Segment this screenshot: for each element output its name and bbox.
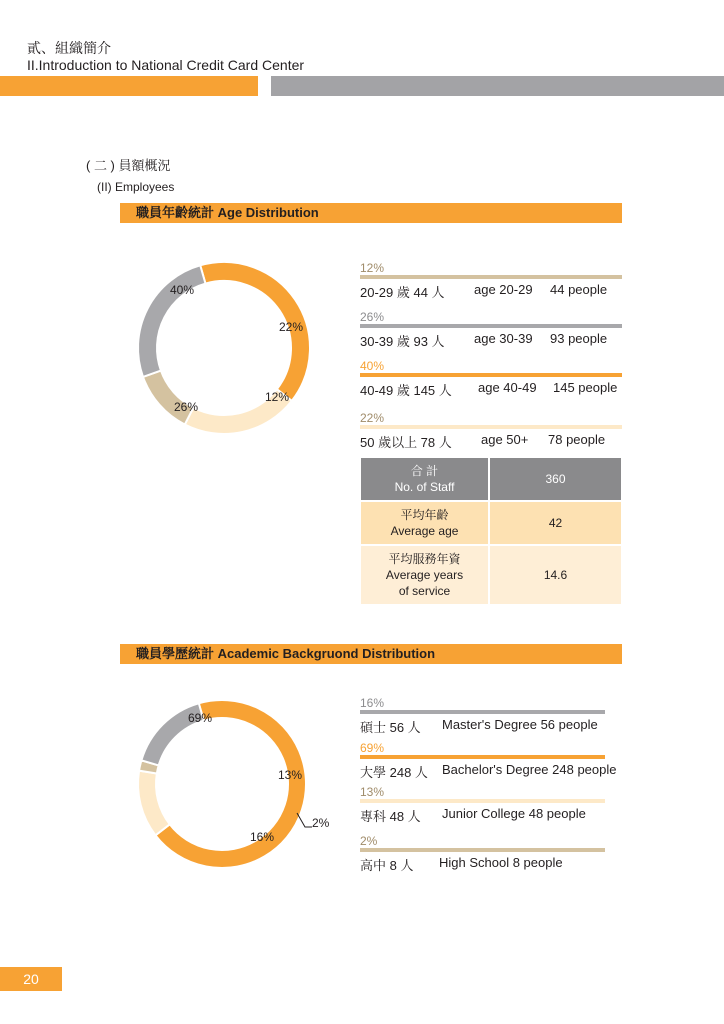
legend-percent: 69% bbox=[360, 741, 385, 755]
legend-text-en: Bachelor's Degree 248 people bbox=[442, 762, 617, 777]
legend-text-zh: 專科 48 人 bbox=[360, 809, 421, 824]
age-section-bar: 職員年齡統計 Age Distribution bbox=[120, 203, 622, 223]
legend-percent: 22% bbox=[360, 411, 385, 425]
legend-text bbox=[360, 762, 617, 781]
academic-slice-label: 2% bbox=[312, 816, 330, 830]
donut-slice-20-29 bbox=[143, 371, 193, 425]
legend-text-en: age 50+ bbox=[481, 432, 529, 447]
age-legend-item bbox=[360, 411, 622, 451]
legend-text-en: Master's Degree 56 people bbox=[442, 717, 598, 732]
legend-text-en: age 20-29 bbox=[474, 282, 533, 297]
legend-text-zh: 40-49 歲 145 人 bbox=[360, 383, 452, 398]
legend-count-en: 44 people bbox=[550, 282, 608, 297]
legend-percent: 12% bbox=[360, 261, 385, 275]
header-bar-grey bbox=[271, 76, 724, 96]
table-row bbox=[360, 501, 622, 545]
table-row bbox=[360, 545, 622, 605]
leader-line bbox=[296, 812, 312, 830]
average-age-value: 42 bbox=[489, 501, 622, 545]
legend-text-zh: 30-39 歲 93 人 bbox=[360, 334, 445, 349]
chapter-title-en: II.Introduction to National Credit Card Center bbox=[27, 57, 305, 73]
legend-text bbox=[360, 282, 622, 301]
legend-text-zh: 碩士 56 人 bbox=[360, 720, 421, 735]
staff-value: 360 bbox=[489, 457, 622, 501]
age-donut-chart bbox=[128, 252, 320, 444]
chapter-title-zh: 貳、組織簡介 bbox=[27, 40, 111, 56]
legend-count-en: 78 people bbox=[548, 432, 606, 447]
academic-section-bar: 職員學歷統計 Academic Backgruond Distribution bbox=[120, 644, 622, 664]
academic-slice-label: 13% bbox=[278, 768, 303, 782]
legend-text-en: age 40-49 bbox=[478, 380, 537, 395]
average-age-label-zh: 平均年齡 bbox=[400, 508, 449, 522]
average-service-label-zh: 平均服務年資 bbox=[388, 552, 461, 566]
legend-percent: 13% bbox=[360, 785, 385, 799]
staff-stats-table bbox=[359, 456, 623, 606]
legend-line bbox=[360, 324, 622, 328]
section-title-zh: ( 二 ) 員額概況 bbox=[86, 158, 171, 173]
legend-text bbox=[360, 432, 622, 451]
donut-slice-junior-college bbox=[138, 771, 170, 836]
academic-legend-item bbox=[360, 741, 617, 781]
staff-label bbox=[360, 457, 489, 501]
age-legend-item bbox=[360, 359, 622, 399]
legend-count-en: 145 people bbox=[553, 380, 618, 395]
academic-legend-item bbox=[360, 834, 605, 874]
average-service-label bbox=[360, 545, 489, 605]
legend-text bbox=[360, 717, 605, 736]
academic-donut-chart bbox=[134, 696, 310, 872]
legend-percent: 40% bbox=[360, 359, 385, 373]
legend-line bbox=[360, 799, 605, 803]
age-legend-item bbox=[360, 261, 622, 301]
average-service-value: 14.6 bbox=[489, 545, 622, 605]
legend-line bbox=[360, 373, 622, 377]
section-title-en: (II) Employees bbox=[97, 180, 175, 194]
legend-percent: 26% bbox=[360, 310, 385, 324]
legend-text-zh: 50 歲以上 78 人 bbox=[360, 435, 452, 450]
legend-line bbox=[360, 710, 605, 714]
academic-legend-item bbox=[360, 696, 605, 736]
average-age-label bbox=[360, 501, 489, 545]
legend-text-zh: 大學 248 人 bbox=[360, 765, 428, 780]
legend-percent: 16% bbox=[360, 696, 385, 710]
legend-line bbox=[360, 275, 622, 279]
academic-slice-label: 16% bbox=[250, 830, 275, 844]
legend-text-zh: 高中 8 人 bbox=[360, 858, 414, 873]
age-slice-label: 26% bbox=[174, 400, 199, 414]
legend-percent: 2% bbox=[360, 834, 378, 848]
average-age-label-en: Average age bbox=[390, 524, 459, 538]
academic-slice-label: 69% bbox=[188, 711, 213, 725]
legend-text bbox=[360, 855, 605, 874]
legend-text bbox=[360, 806, 605, 825]
age-slice-label: 22% bbox=[279, 320, 304, 334]
legend-text bbox=[360, 380, 622, 399]
legend-count-en: 93 people bbox=[550, 331, 608, 346]
legend-text-en: High School 8 people bbox=[439, 855, 563, 870]
table-row bbox=[360, 457, 622, 501]
page-number: 20 bbox=[0, 967, 62, 991]
legend-text-en: Junior College 48 people bbox=[442, 806, 586, 821]
legend-text-en: age 30-39 bbox=[474, 331, 533, 346]
age-slice-label: 40% bbox=[170, 283, 195, 297]
staff-label-en: No. of Staff bbox=[394, 480, 455, 494]
age-slice-label: 12% bbox=[265, 390, 290, 404]
legend-line bbox=[360, 848, 605, 852]
academic-legend-item bbox=[360, 785, 605, 825]
legend-text-zh: 20-29 歲 44 人 bbox=[360, 285, 445, 300]
average-service-label-en2: of service bbox=[398, 584, 451, 598]
legend-line bbox=[360, 755, 605, 759]
header-bar-orange bbox=[0, 76, 258, 96]
legend-line bbox=[360, 425, 622, 429]
average-service-label-en1: Average years bbox=[385, 568, 464, 582]
legend-text bbox=[360, 331, 622, 350]
age-legend-item bbox=[360, 310, 622, 350]
staff-label-zh: 合 計 bbox=[410, 464, 439, 478]
